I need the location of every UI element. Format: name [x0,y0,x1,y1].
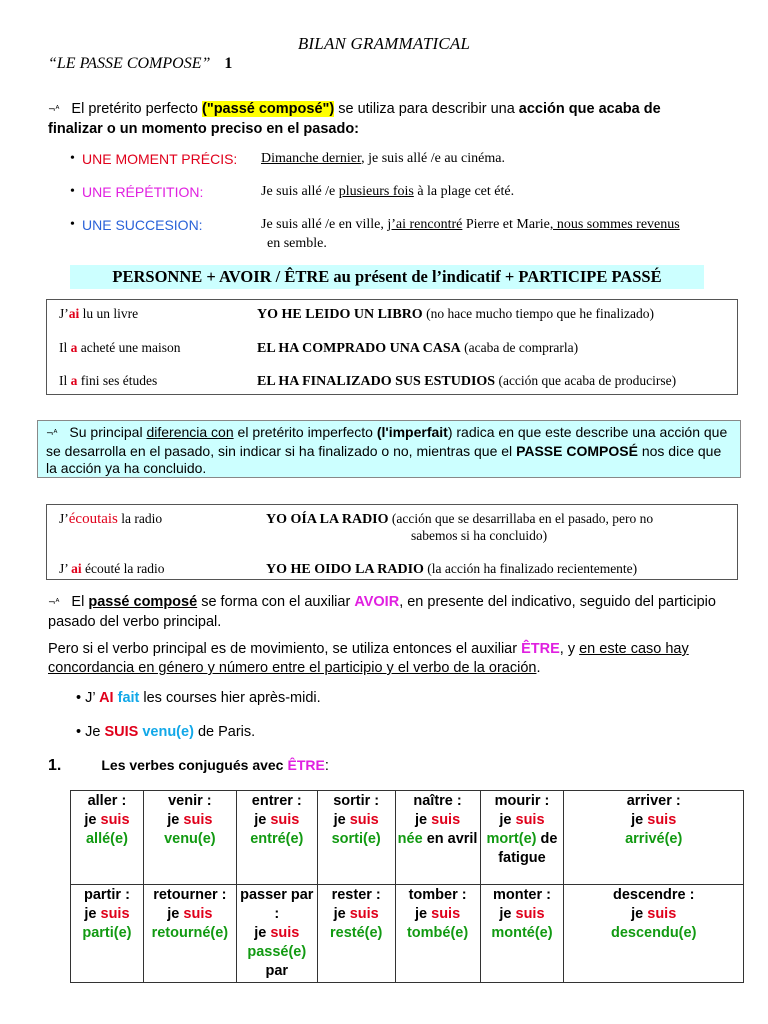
use-label-moment: UNE MOMENT PRÉCIS: [82,151,238,167]
formation-text: , en presente del indicativo, seguido del participio pasado del verbo principal. [48,594,716,630]
verb-participle: tombé(e) [406,925,469,941]
intro-highlight: ("passé composé") [202,101,335,117]
aux-example-auxiliary: AI [99,690,114,706]
example-underlined: Dimanche dernier [261,151,362,166]
verb-cell [71,791,144,885]
verb-participle: allé(e) [85,831,128,847]
verb-pronoun: je [415,812,428,828]
examples-box-2 [46,504,738,580]
verb-infinitive: sortir : [333,793,380,809]
example-french [59,561,164,577]
etre-verbs-table [70,790,744,983]
example-rest: , je suis allé /e au cinéma. [361,151,505,166]
example-french [59,511,162,528]
verb-auxiliary: suis [515,906,545,922]
verb-cell [236,791,317,885]
fr-rest: lu un livre [79,306,139,321]
fr-subject: Il [59,340,71,355]
example-spanish-line2: sabemos si ha concluido) [411,528,548,543]
example-prefix: Je suis allé /e en ville, [261,217,384,232]
verb-auxiliary: suis [647,812,677,828]
use-example-moment [261,151,505,167]
bullet-icon: • [76,724,82,740]
fr-subject: J’ [59,561,72,576]
verb-auxiliary: suis [100,906,130,922]
aux-example-rest: de Paris. [197,724,256,740]
aux-example-pronoun: J’ [85,690,96,706]
verb-participle: retourné(e) [151,925,229,941]
verb-pronoun: je [167,812,180,828]
movement-text: . [536,660,541,676]
formation-auxiliary: AVOIR [354,594,400,610]
verb-participle: monté(e) [491,925,553,941]
fr-auxiliary: a [70,373,78,388]
verb-infinitive: tomber : [408,887,467,903]
example-spanish [266,561,637,578]
formation-text: El [71,594,85,610]
verb-pronoun: je [333,812,346,828]
section-colon: : [324,758,329,774]
verb-cell [236,885,317,983]
subtitle-number: 1 [224,55,233,72]
aux-example-avoir [76,690,321,706]
verb-infinitive: passer par : [240,887,314,922]
verb-pronoun: je [631,906,644,922]
aux-example-pronoun: Je [85,724,101,740]
verbs-table-row [71,791,744,885]
es-note: (acaba de comprarla) [460,340,579,355]
verb-pronoun: je [333,906,346,922]
fr-subject: Il [59,373,71,388]
verb-cell [395,791,480,885]
bullet-icon: • [70,217,75,232]
use-item-moment [70,151,505,167]
es-note: (la acción ha finalizado recientemente) [423,561,638,576]
verb-participle: venu(e) [164,831,216,847]
verb-pronoun: je [167,906,180,922]
es-note: (acción que acaba de producirse) [495,373,677,388]
page-title: BILAN GRAMMATICAL [297,34,471,53]
verb-participle: resté(e) [329,925,383,941]
verb-cell [143,885,236,983]
example-underlined: j’ai rencontré [387,217,463,232]
example-french [59,373,157,389]
es-translation: YO OÍA LA RADIO [266,512,389,527]
aux-example-verb: venu(e) [142,724,194,740]
intro-bold-1: acción que acaba de [518,101,661,117]
verb-auxiliary: suis [431,906,461,922]
fr-rest: acheté une maison [77,340,181,355]
fr-auxiliary: a [70,340,78,355]
verb-cell [395,885,480,983]
verb-pronoun: je [499,906,512,922]
section-title: Les verbes conjugués avec [101,757,284,773]
verb-cell [317,791,395,885]
verb-extra: de fatigue [498,831,558,866]
verb-participle: parti(e) [82,925,132,941]
use-example-succession [261,217,680,233]
verb-pronoun: je [499,812,512,828]
formation-text: se forma con el auxiliar [201,594,351,610]
example-spanish [257,306,654,323]
movement-paragraph [48,640,738,678]
note-bold: (l'imperfait [376,424,448,440]
verb-extra: par [265,963,289,979]
paragraph-marker-icon: ¬ᴬ [46,429,58,439]
es-translation: YO HE OIDO LA RADIO [266,562,424,577]
fr-subject: J’ [59,511,69,526]
verb-cell [564,791,744,885]
verb-cell [71,885,144,983]
fr-rest: fini ses études [77,373,158,388]
es-translation: EL HA COMPRADO UNA CASA [257,341,461,356]
verb-auxiliary: suis [349,906,379,922]
verb-pronoun: je [254,925,267,941]
use-item-succession [70,217,680,251]
es-note: (no hace mucho tiempo que he finalizado) [422,306,654,321]
verb-participle: entré(e) [250,831,304,847]
verb-cell [564,885,744,983]
movement-text: , y [559,641,576,657]
use-example-succession-line2: en semble. [267,236,327,251]
use-label-repetition: UNE RÉPÉTITION: [82,184,204,200]
verb-infinitive: rester : [331,887,381,903]
verb-auxiliary: suis [515,812,545,828]
aux-example-etre [76,724,255,740]
note-text: nos dice que la acción ya ha concluido. [46,443,722,476]
section-number: 1. [48,757,62,774]
verb-participle: descendu(e) [611,925,697,941]
note-text: ) radica en que este describe una acción que se desarrolla en el pasado, sin indicar si ha finalizado o no, mientras que el [46,424,728,459]
note-bold: PASSE COMPOSÉ [516,443,638,459]
aux-example-auxiliary: SUIS [104,724,139,740]
verb-extra: en avril [426,831,478,847]
formation-underlined: passé composé [88,594,198,610]
verb-auxiliary: suis [270,925,300,941]
aux-example-verb: fait [117,690,140,706]
formula-banner: PERSONNE + AVOIR / ÊTRE au présent de l’indicatif + PARTICIPE PASSÉ [70,265,704,289]
verb-participle: sorti(e) [331,831,381,847]
use-item-repetition [70,184,515,200]
difference-note [37,420,741,478]
paragraph-marker-icon: ¬ᴬ [48,105,60,115]
es-translation: EL HA FINALIZADO SUS ESTUDIOS [257,374,496,389]
bullet-icon: • [70,151,75,166]
example-underlined: plusieurs fois [338,184,414,199]
example-prefix: Je suis allé /e [261,184,336,199]
aux-example-rest: les courses hier après-midi. [143,690,321,706]
paragraph-marker-icon: ¬ᴬ [48,598,60,608]
verb-auxiliary: suis [183,906,213,922]
example-underlined-2: , nous sommes revenus [549,217,680,232]
verb-infinitive: arriver : [626,793,681,809]
note-text: el pretérito imperfecto [237,424,373,440]
section-auxiliary: ÊTRE [287,757,325,773]
verb-cell [317,885,395,983]
verb-auxiliary: suis [647,906,677,922]
verb-pronoun: je [254,812,267,828]
example-spanish [257,340,578,357]
fr-auxiliary: ai [68,306,80,321]
verb-auxiliary: suis [431,812,461,828]
es-translation: YO HE LEIDO UN LIBRO [257,307,423,322]
verb-infinitive: partir : [83,887,130,903]
example-rest: à la plage cet été. [417,184,515,199]
verb-pronoun: je [631,812,644,828]
note-underlined: diferencia con [146,424,234,440]
verb-infinitive: naître : [413,793,462,809]
subtitle-text: “LE PASSE COMPOSE” [48,55,211,72]
verb-auxiliary: suis [183,812,213,828]
verb-infinitive: descendre : [613,887,695,903]
verb-auxiliary: suis [349,812,379,828]
page-subtitle [48,55,232,73]
intro-bold-2: finalizar o un momento preciso en el pasado: [48,121,359,137]
examples-box-1 [46,299,738,395]
verbs-table-row [71,885,744,983]
verb-infinitive: entrer : [251,793,302,809]
verb-participle: mort(e) [486,831,537,847]
verb-pronoun: je [84,906,97,922]
use-example-repetition [261,184,514,200]
example-middle: Pierre et Marie [465,217,550,232]
example-french [59,340,180,356]
formation-paragraph [48,593,738,632]
bullet-icon: • [76,690,82,706]
verb-pronoun: je [415,906,428,922]
fr-rest: écouté la radio [81,561,165,576]
example-spanish [266,511,653,528]
fr-auxiliary: écoutais [68,511,118,527]
intro-text-2: se utiliza para describir una [338,101,515,117]
verb-cell [480,885,564,983]
verb-infinitive: venir : [168,793,212,809]
movement-text: Pero si el verbo principal es de movimiento, se utiliza entonces el auxiliar [48,641,518,657]
verb-participle: arrivé(e) [625,831,683,847]
fr-auxiliary: ai [71,561,82,576]
note-text: Su principal [69,424,143,440]
section-heading [48,757,329,775]
intro-text-1: El pretérito perfecto [71,101,198,117]
verb-participle: passé(e) [247,944,307,960]
verb-participle: née [397,831,423,847]
verb-cell [480,791,564,885]
verb-auxiliary: suis [270,812,300,828]
fr-rest: la radio [117,511,163,526]
verb-infinitive: aller : [87,793,127,809]
movement-underlined: en este caso hay concordancia en género y número entre el participio y el verbo de la oración [48,641,689,676]
fr-subject: J’ [59,306,69,321]
verb-auxiliary: suis [100,812,130,828]
verb-infinitive: monter : [492,887,551,903]
bullet-icon: • [70,184,75,199]
verb-infinitive: mourir : [494,793,550,809]
movement-auxiliary: ÊTRE [521,641,560,657]
example-french [59,306,138,322]
verb-cell [143,791,236,885]
example-spanish [257,373,676,390]
verb-pronoun: je [84,812,97,828]
es-note: (acción que se desarrillaba en el pasado, pero no [388,511,654,526]
intro-paragraph [48,100,738,139]
verb-infinitive: retourner : [153,887,227,903]
use-label-succession: UNE SUCCESION: [82,217,203,233]
